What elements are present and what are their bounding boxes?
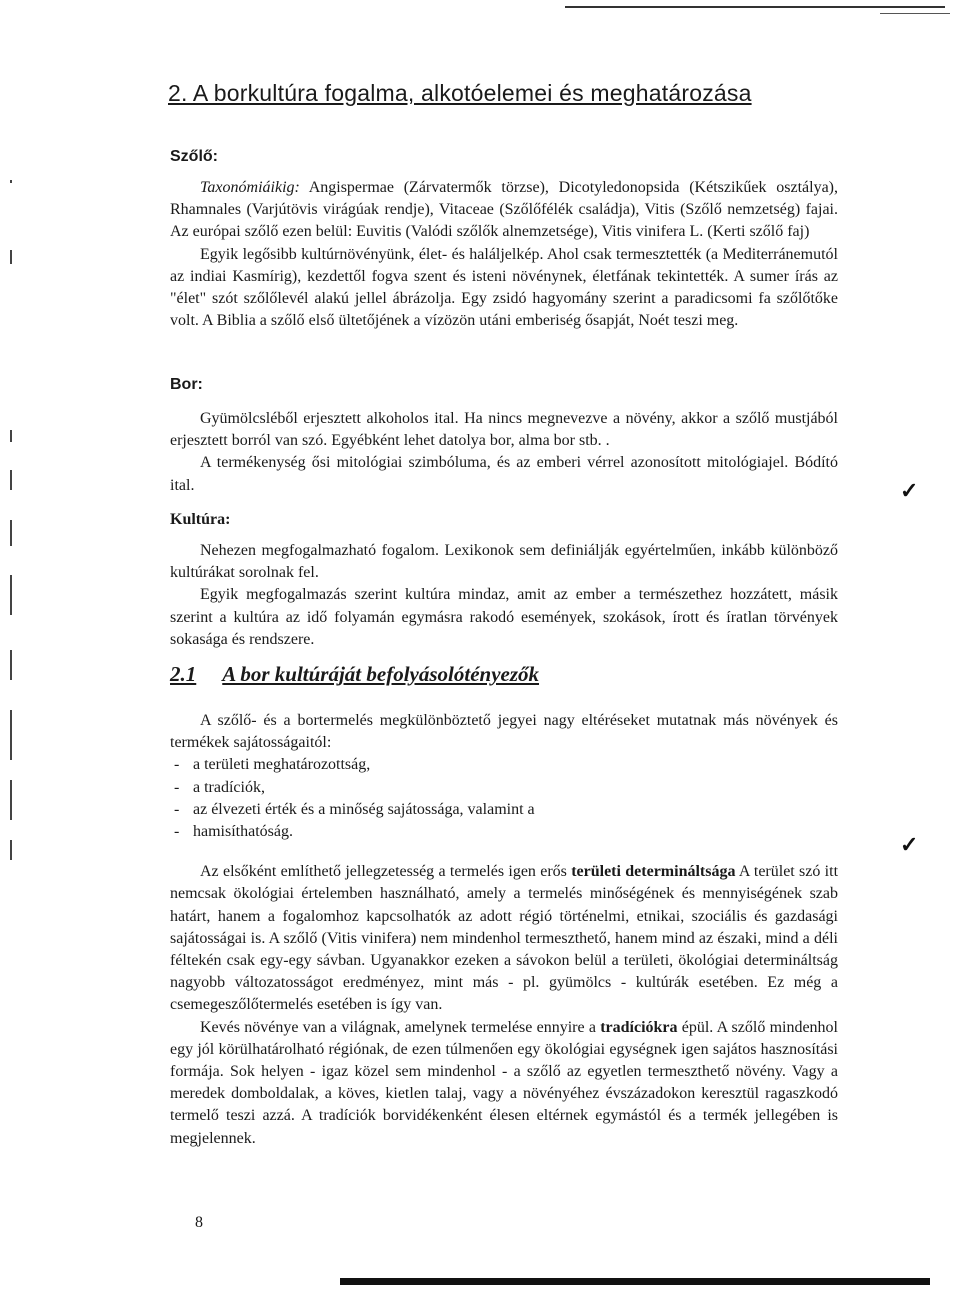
- bottom-rule: [340, 1278, 930, 1285]
- page-number: 8: [195, 1214, 203, 1231]
- territorial-text-a: Az elsőként említhető jellegzetesség a termelés igen erős: [200, 863, 572, 881]
- taxonomy-paragraph: [170, 177, 838, 244]
- bor-paragraph-2: A termékenység ősi mitológiai szimbóluma, és az emberi vérrel azonosított mitológiajel. Bódító ital.: [170, 454, 838, 494]
- top-rule-short: [880, 13, 950, 14]
- territorial-bold: területi determináltsága: [571, 863, 736, 881]
- tradition-text-b: épül. A szőlő mindenhol egy jól körülhatárolható régiónak, de ezen túlmenően egy ökológiai egységnek igen sajátos hasznosítási formája. Sok helyen - igaz közel sem mindenhol - a szőlő az egyetlen termeszthető növény. Vagy a meredek domboldalak, a köves, kietlen talaj, vagy a növényéhez évszázadokon keresztül ragaszkodó termelő teszi azzá. A tradíciók borvidékenként élesen eltérnek egymástól és a termék jellegében is megjelennek.: [170, 1018, 839, 1147]
- page-title: 2. A borkultúra fogalma, alkotóelemei és meghatározása: [168, 80, 752, 106]
- bor-paragraph-1: Gyümölcsléből erjesztett alkoholos ital. Ha nincs megnevezve a növény, akkor a szőlő mustjából erjesztett borról van szó. Egyébként lehet datolya bor, alma bor stb. .: [170, 410, 838, 450]
- kultura-paragraph-2: Egyik megfogalmazás szerint kultúra mindaz, amit az ember a természethez hozzátett, másik szerint a kultúra az idő folyamán egymásra rakodó események, szokások, írott és íratlan törvények sokasága és rendszere.: [170, 586, 838, 648]
- list-item: - hamisíthatóság.: [170, 821, 838, 843]
- subsection-title-text: A bor kultúráját befolyásolótényezők: [222, 662, 540, 686]
- characteristics-list: [170, 754, 838, 843]
- section-label-kultura: Kultúra:: [170, 511, 231, 528]
- list-item: - a tradíciók,: [170, 777, 838, 799]
- kultura-paragraph-1: Nehezen megfogalmazható fogalom. Lexikonok sem definiálják egyértelműen, inkább különböző kultúrákat sorolnak fel.: [170, 542, 838, 582]
- section-label-bor: Bor:: [170, 376, 203, 393]
- scan-margin-marks: [6, 180, 20, 880]
- list-item: - az élvezeti érték és a minőség sajátossága, valamint a: [170, 799, 838, 821]
- taxonomy-text: Angispermae (Zárvatermők törzse), Dicotyledonopsida (Kétszikűek osztálya), Rhamnales (Varjútövis virágúak rendje), Vitaceae (Szőlőfélék családja), Vitis (Szőlő nemzetség) fajai. Az európai szőlő ezen belül: Euvitis (Valódi szőlők alnemzetsége), Vitis vinifera L. (Kerti szőlő faj): [170, 179, 838, 241]
- section-body-bor: [170, 408, 838, 497]
- checkmark-icon: ✓: [900, 832, 919, 857]
- tradition-text-a: Kevés növénye van a világnak, amelynek termelése ennyire a: [200, 1018, 601, 1036]
- szolo-paragraph: Egyik legősibb kultúrnövényünk, élet- és haláljelkép. Ahol csak termesztették (a Mediterránemutól az indiai Kasmírig), kezdettől fogva szent és isteni növénynek, életfának tekintették. A sumer írás az "élet" szót szőlőlevél alakú jellel ábrázolja. Egy zsidó hagyomány szerint a paradicsomi fa szőlőtőke volt. A Biblia a szőlő első ültetőjének a vízözön utáni emberiség ősapját, Noét teszi meg.: [170, 245, 838, 330]
- subsection-intro: A szőlő- és a bortermelés megkülönböztető jegyei nagy eltéréseket mutatnak más növények és termékek sajátosságaitól:: [170, 712, 838, 752]
- tradition-paragraph: [170, 1017, 838, 1150]
- subsection-number: 2.1: [170, 662, 197, 686]
- subsection-title: [170, 662, 539, 687]
- section-body-szolo: [170, 177, 838, 332]
- subsection-body: [170, 710, 838, 1150]
- section-body-kultura: [170, 540, 838, 651]
- territorial-text-b: A terület szó itt nemcsak ökológiai értelemben használható, amely a termelés minőségének és mennyiségének szab határt, hanem a fogalomhoz kapcsolhatók az adott régió történelmi, etnikai, szociális és gazdasági sajátosságai is. A szőlő (Vitis vinifera) nem mindenhol termeszthető, hanem mind az északi, mind a déli féltekén csak egy-egy sávban. Ugyanakkor ezeken a sávokon belül a területi, ökológiai determináltság nagyobb változatosságot eredményez, mint más - pl. gyümölcs - kultúrák esetében. Ez még a csemegeszőlőtermelés esetében is így van.: [170, 863, 839, 1014]
- territorial-paragraph: [170, 861, 838, 1016]
- list-item: - a területi meghatározottság,: [170, 754, 838, 776]
- taxonomy-label: Taxonómiáikig:: [200, 179, 300, 196]
- top-rule: [565, 6, 945, 8]
- section-label-szolo: Szőlő:: [170, 148, 218, 165]
- tradition-bold: tradíciókra: [600, 1018, 678, 1036]
- checkmark-icon: ✓: [900, 478, 919, 503]
